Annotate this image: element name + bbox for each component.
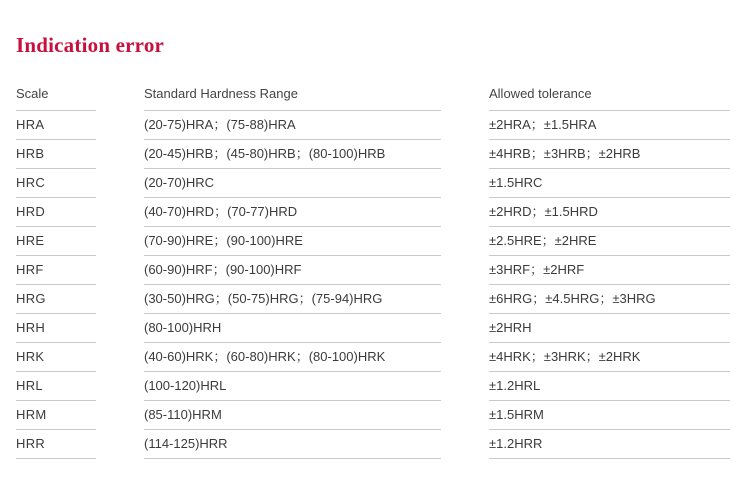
table-header-row <box>16 80 750 111</box>
cell-tolerance: ±1.2HRR <box>489 430 730 459</box>
cell-scale: HRD <box>16 198 96 227</box>
table-row <box>16 372 750 401</box>
cell-range: (20-75)HRA；(75-88)HRA <box>144 111 441 140</box>
table-row <box>16 198 750 227</box>
column-header-standard-hardness-range: Standard Hardness Range <box>144 80 489 111</box>
cell-tolerance: ±1.5HRC <box>489 169 730 198</box>
cell-range: (114-125)HRR <box>144 430 441 459</box>
indication-error-table <box>16 80 750 459</box>
cell-tolerance: ±3HRF；±2HRF <box>489 256 730 285</box>
table-row <box>16 140 750 169</box>
page-title: Indication error <box>16 33 165 57</box>
cell-scale: HRC <box>16 169 96 198</box>
cell-scale: HRL <box>16 372 96 401</box>
cell-scale: HRR <box>16 430 96 459</box>
table-row <box>16 285 750 314</box>
cell-scale: HRG <box>16 285 96 314</box>
cell-range: (80-100)HRH <box>144 314 441 343</box>
cell-range: (100-120)HRL <box>144 372 441 401</box>
cell-scale: HRK <box>16 343 96 372</box>
cell-range: (30-50)HRG；(50-75)HRG；(75-94)HRG <box>144 285 441 314</box>
cell-tolerance: ±2HRA；±1.5HRA <box>489 111 730 140</box>
cell-tolerance: ±1.5HRM <box>489 401 730 430</box>
table-row <box>16 111 750 140</box>
cell-tolerance: ±2HRH <box>489 314 730 343</box>
cell-scale: HRH <box>16 314 96 343</box>
cell-range: (40-60)HRK；(60-80)HRK；(80-100)HRK <box>144 343 441 372</box>
table-row <box>16 169 750 198</box>
table-row <box>16 343 750 372</box>
cell-tolerance: ±4HRB；±3HRB；±2HRB <box>489 140 730 169</box>
cell-scale: HRE <box>16 227 96 256</box>
cell-range: (60-90)HRF；(90-100)HRF <box>144 256 441 285</box>
cell-tolerance: ±2.5HRE；±2HRE <box>489 227 730 256</box>
table-body <box>16 111 750 459</box>
cell-range: (40-70)HRD；(70-77)HRD <box>144 198 441 227</box>
cell-tolerance: ±6HRG；±4.5HRG；±3HRG <box>489 285 730 314</box>
table-row <box>16 430 750 459</box>
column-header-scale: Scale <box>16 80 144 111</box>
table-row <box>16 314 750 343</box>
cell-scale: HRF <box>16 256 96 285</box>
table-row <box>16 256 750 285</box>
cell-tolerance: ±2HRD；±1.5HRD <box>489 198 730 227</box>
column-header-allowed-tolerance: Allowed tolerance <box>489 80 750 111</box>
cell-range: (20-45)HRB；(45-80)HRB；(80-100)HRB <box>144 140 441 169</box>
cell-tolerance: ±1.2HRL <box>489 372 730 401</box>
cell-tolerance: ±4HRK；±3HRK；±2HRK <box>489 343 730 372</box>
cell-scale: HRB <box>16 140 96 169</box>
cell-scale: HRA <box>16 111 96 140</box>
cell-range: (20-70)HRC <box>144 169 441 198</box>
cell-range: (70-90)HRE；(90-100)HRE <box>144 227 441 256</box>
table-row <box>16 227 750 256</box>
table-row <box>16 401 750 430</box>
cell-range: (85-110)HRM <box>144 401 441 430</box>
cell-scale: HRM <box>16 401 96 430</box>
